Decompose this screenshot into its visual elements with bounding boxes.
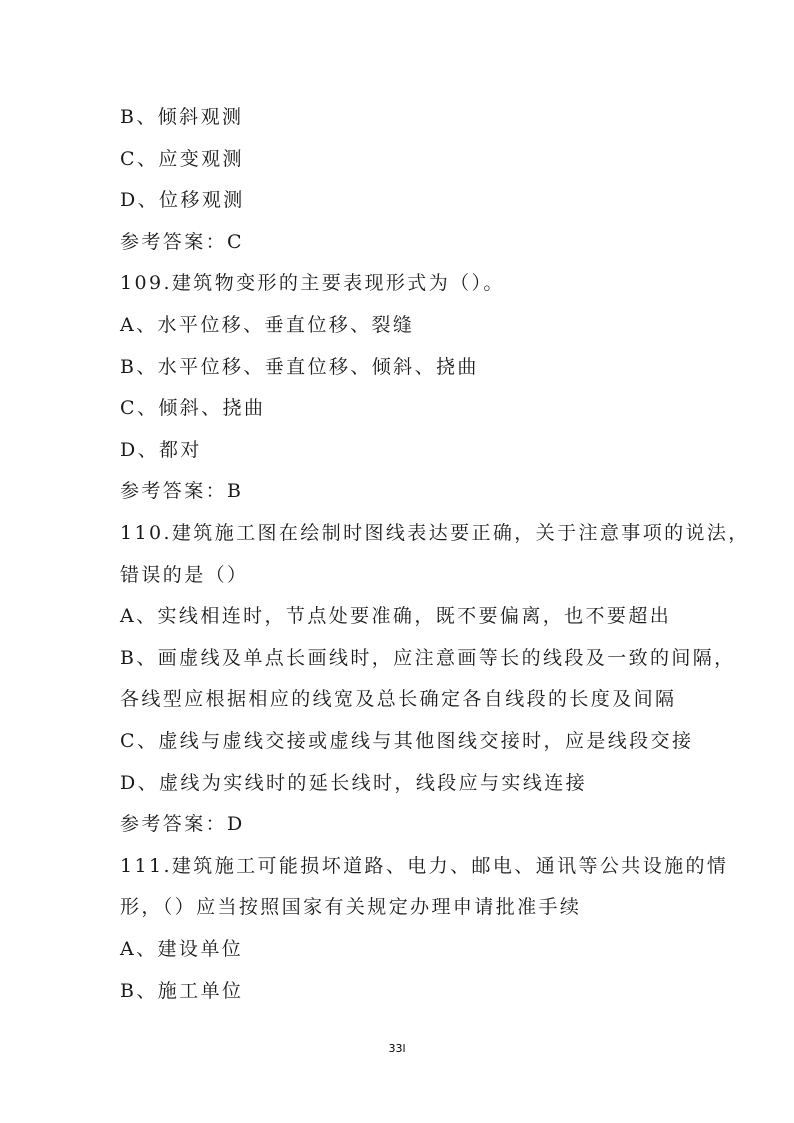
option-b-q109: B、水平位移、垂直位移、倾斜、挠曲 xyxy=(120,356,479,378)
option-c-q108: C、应变观测 xyxy=(120,148,244,170)
answer-q108: 参考答案：C xyxy=(120,231,244,253)
answer-q110: 参考答案：D xyxy=(120,813,245,835)
page-number: 33l xyxy=(388,1042,406,1055)
option-d-q108: D、位移观测 xyxy=(120,189,245,211)
question-109: 109.建筑物变形的主要表现形式为（）。 xyxy=(120,272,505,294)
option-d-q109: D、都对 xyxy=(120,439,202,461)
question-111-line-1: 111.建筑施工可能损坏道路、电力、邮电、通讯等公共设施的情 xyxy=(120,855,729,877)
option-a-q111: A、建设单位 xyxy=(120,938,244,960)
option-a-q110: A、实线相连时，节点处要准确，既不要偏离，也不要超出 xyxy=(120,605,672,627)
option-a-q109: A、水平位移、垂直位移、裂缝 xyxy=(120,314,415,336)
question-111-line-2: 形，（）应当按照国家有关规定办理申请批准手续 xyxy=(120,896,582,918)
option-c-q109: C、倾斜、挠曲 xyxy=(120,397,266,419)
option-d-q110: D、虚线为实线时的延长线时，线段应与实线连接 xyxy=(120,772,588,794)
option-b-q110-line-1: B、画虚线及单点长画线时，应注意画等长的线段及一致的间隔， xyxy=(120,647,736,669)
option-b-q108: B、倾斜观测 xyxy=(120,106,244,128)
question-110-line-1: 110.建筑施工图在绘制时图线表达要正确，关于注意事项的说法， xyxy=(120,522,750,544)
option-b-q110-line-2: 各线型应根据相应的线宽及总长确定各自线段的长度及间隔 xyxy=(120,688,677,710)
option-c-q110: C、虚线与虚线交接或虚线与其他图线交接时，应是线段交接 xyxy=(120,730,694,752)
option-b-q111: B、施工单位 xyxy=(120,980,244,1002)
answer-q109: 参考答案：B xyxy=(120,480,244,502)
question-110-line-2: 错误的是（） xyxy=(120,564,249,586)
